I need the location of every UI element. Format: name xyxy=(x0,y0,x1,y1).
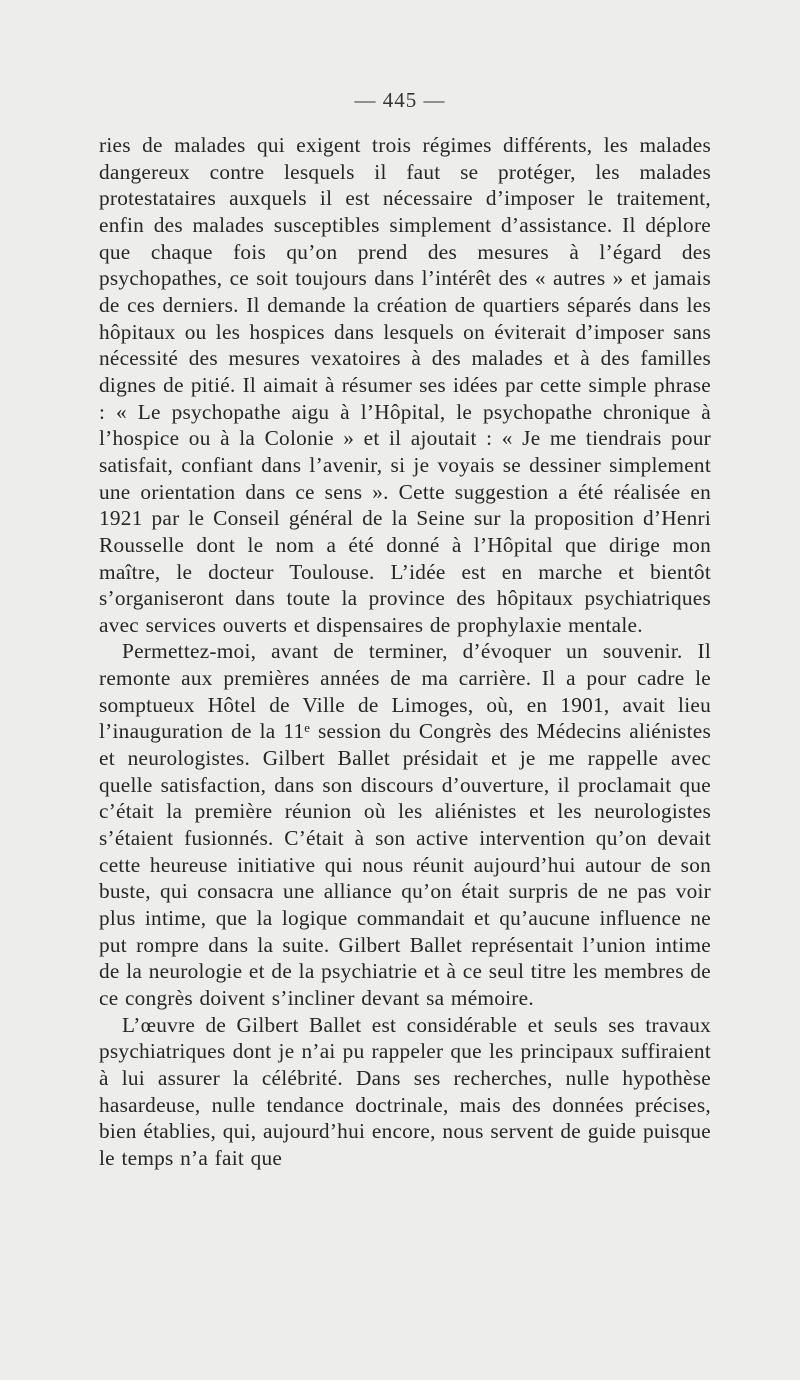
body-text xyxy=(99,132,711,1172)
paragraph-souvenir: Permettez-moi, avant de terminer, d’évoquer un souvenir. Il remonte aux premières années de ma carrière. Il a pour cadre le somptueux Hôtel de Ville de Limoges, où, en 1901, avait lieu l’inauguration de la 11ᵉ session du Congrès des Médecins aliénistes et neurologistes. Gilbert Ballet présidait et je me rappelle avec quelle satisfaction, dans son discours d’ouverture, il proclamait que c’était la première réunion où les aliénistes et les neurologistes s’étaient fusionnés. C’était à son active intervention qu’on devait cette heureuse initiative qui nous réunit aujourd’hui autour de son buste, qui consacra une alliance qu’on était surpris de ne pas voir plus intime, que la logique commandait et qu’aucune influence ne put rompre dans la suite. Gilbert Ballet représentait l’union intime de la neurologie et de la psychiatrie et à ce seul titre les membres de ce congrès doivent s’incliner devant sa mémoire. xyxy=(99,639,711,1010)
paragraph-oeuvre: L’œuvre de Gilbert Ballet est considérable et seuls ses travaux psychiatriques dont je n’ai pu rappeler que les principaux suffiraient à lui assurer la célébrité. Dans ses recherches, nulle hypothèse hasardeuse, nulle tendance doctrinale, mais des données précises, bien établies, qui, aujourd’hui encore, nous servent de guide puisque le temps n’a fait que xyxy=(99,1012,711,1170)
page-number: — 445 — xyxy=(354,88,446,112)
paragraph-continuation: ries de malades qui exigent trois régimes différents, les malades dangereux contre lesquels il faut se protéger, les malades protestataires auxquels il est nécessaire d’imposer le traitement, enfin des malades susceptibles simplement d’assistance. Il déplore que chaque fois qu’on prend des mesures à l’égard des psychopathes, ce soit toujours dans l’intérêt des « autres » et jamais de ces derniers. Il demande la création de quartiers séparés dans les hôpitaux ou les hospices dans lesquels on éviterait d’imposer sans nécessité des mesures vexatoires à des malades et à des familles dignes de pitié. Il aimait à résumer ses idées par cette simple phrase : « Le psychopathe aigu à l’Hôpital, le psychopathe chronique à l’hospice ou à la Colonie » et il ajoutait : « Je me tiendrais pour satisfait, confiant dans l’avenir, si je voyais se dessiner simplement une orientation dans ce sens ». Cette suggestion a été réalisée en 1921 par le Conseil général de la Seine sur la proposition d’Henri Rousselle dont le nom a été donné à l’Hôpital que dirige mon maître, le docteur Toulouse. L’idée est en marche et bientôt s’organiseront dans toute la province des hôpitaux psychiatriques avec services ouverts et dispensaires de prophylaxie mentale. xyxy=(99,133,711,637)
